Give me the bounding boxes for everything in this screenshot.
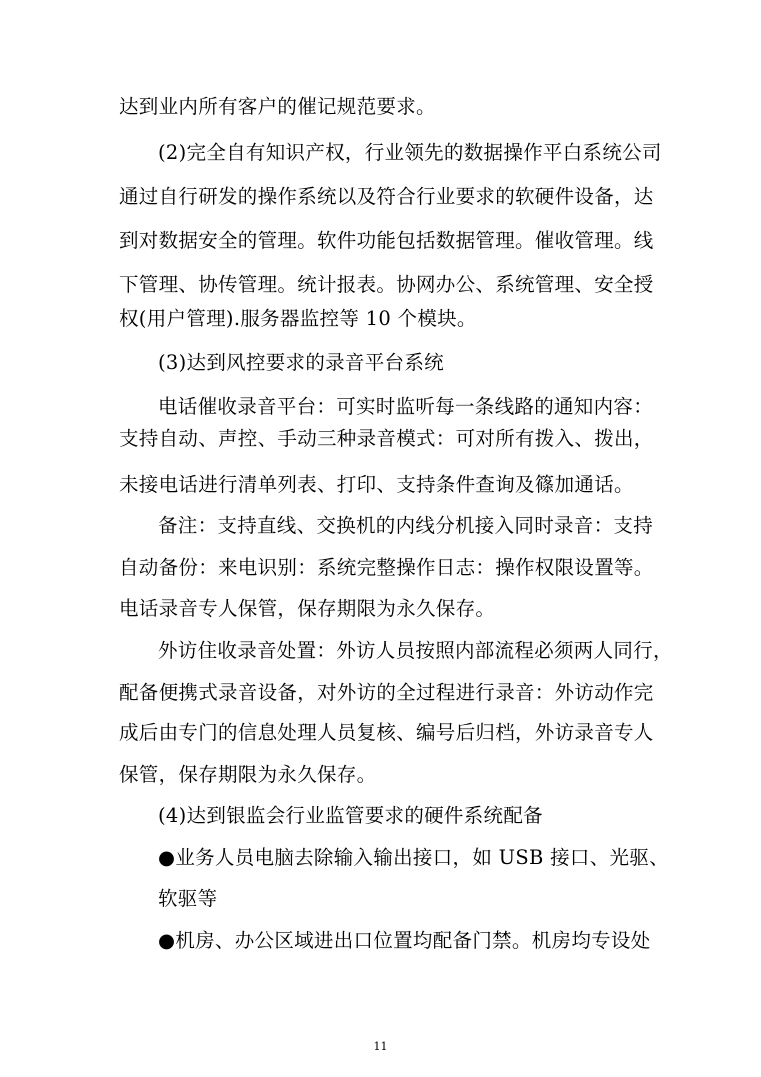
text-line: 电话催收录音平台：可实时监听每一条线路的通知内容：	[158, 395, 654, 418]
text-line: 达到业内所有客户的催记规范要求。	[119, 95, 436, 118]
text-line: 保管，保存期限为永久保存。	[119, 763, 377, 786]
text-line: (3)达到风控要求的录音平台系统	[158, 351, 444, 374]
text-line: 下管理、协传管理。统计报表。协网办公、系统管理、安全授	[119, 273, 654, 296]
text-line: 配备便携式录音设备，对外访的全过程进行录音：外访动作完	[119, 681, 654, 704]
text-line: 电话录音专人保管，保存期限为永久保存。	[119, 597, 496, 620]
page-number: 11	[373, 1040, 388, 1053]
text-line: 权(用户管理).服务器监控等 10 个模块。	[119, 307, 477, 330]
bullet-line: ●机房、办公区域进出口位置均配备门禁。机房均专设处	[158, 929, 651, 952]
text-line: 软驱等	[158, 887, 218, 910]
text-line: (2)完全自有知识产权，行业领先的数据操作平白系统公司	[158, 141, 662, 164]
text-line: 到对数据安全的管理。软件功能包括数据管理。催收管理。线	[119, 229, 654, 252]
text-line: 未接电话进行清单列表、打印、支持条件查询及篠加通话。	[119, 473, 634, 496]
text-line: 成后由专门的信息处理人员复核、编号后归档，外访录音专人	[119, 721, 654, 744]
text-line: 外访住收录音处置：外访人员按照内部流程必须两人同行，	[158, 639, 673, 662]
text-line: 自动备份：来电识别：系统完整操作日志：操作权限设置等。	[119, 556, 654, 579]
text-line: 支持自动、声控、手动三种录音模式：可对所有拨入、拨出，	[119, 427, 654, 450]
text-line: 备注：支持直线、交换机的内线分机接入同时录音：支持	[158, 514, 654, 537]
text-line: 通过自行研发的操作系统以及符合行业要求的软硬件设备，达	[119, 185, 654, 208]
bullet-line: ●业务人员电脑去除输入输出接口，如 USB 接口、光驱、	[158, 846, 669, 869]
text-line: (4)达到银监会行业监管要求的硬件系统配备	[158, 804, 543, 827]
